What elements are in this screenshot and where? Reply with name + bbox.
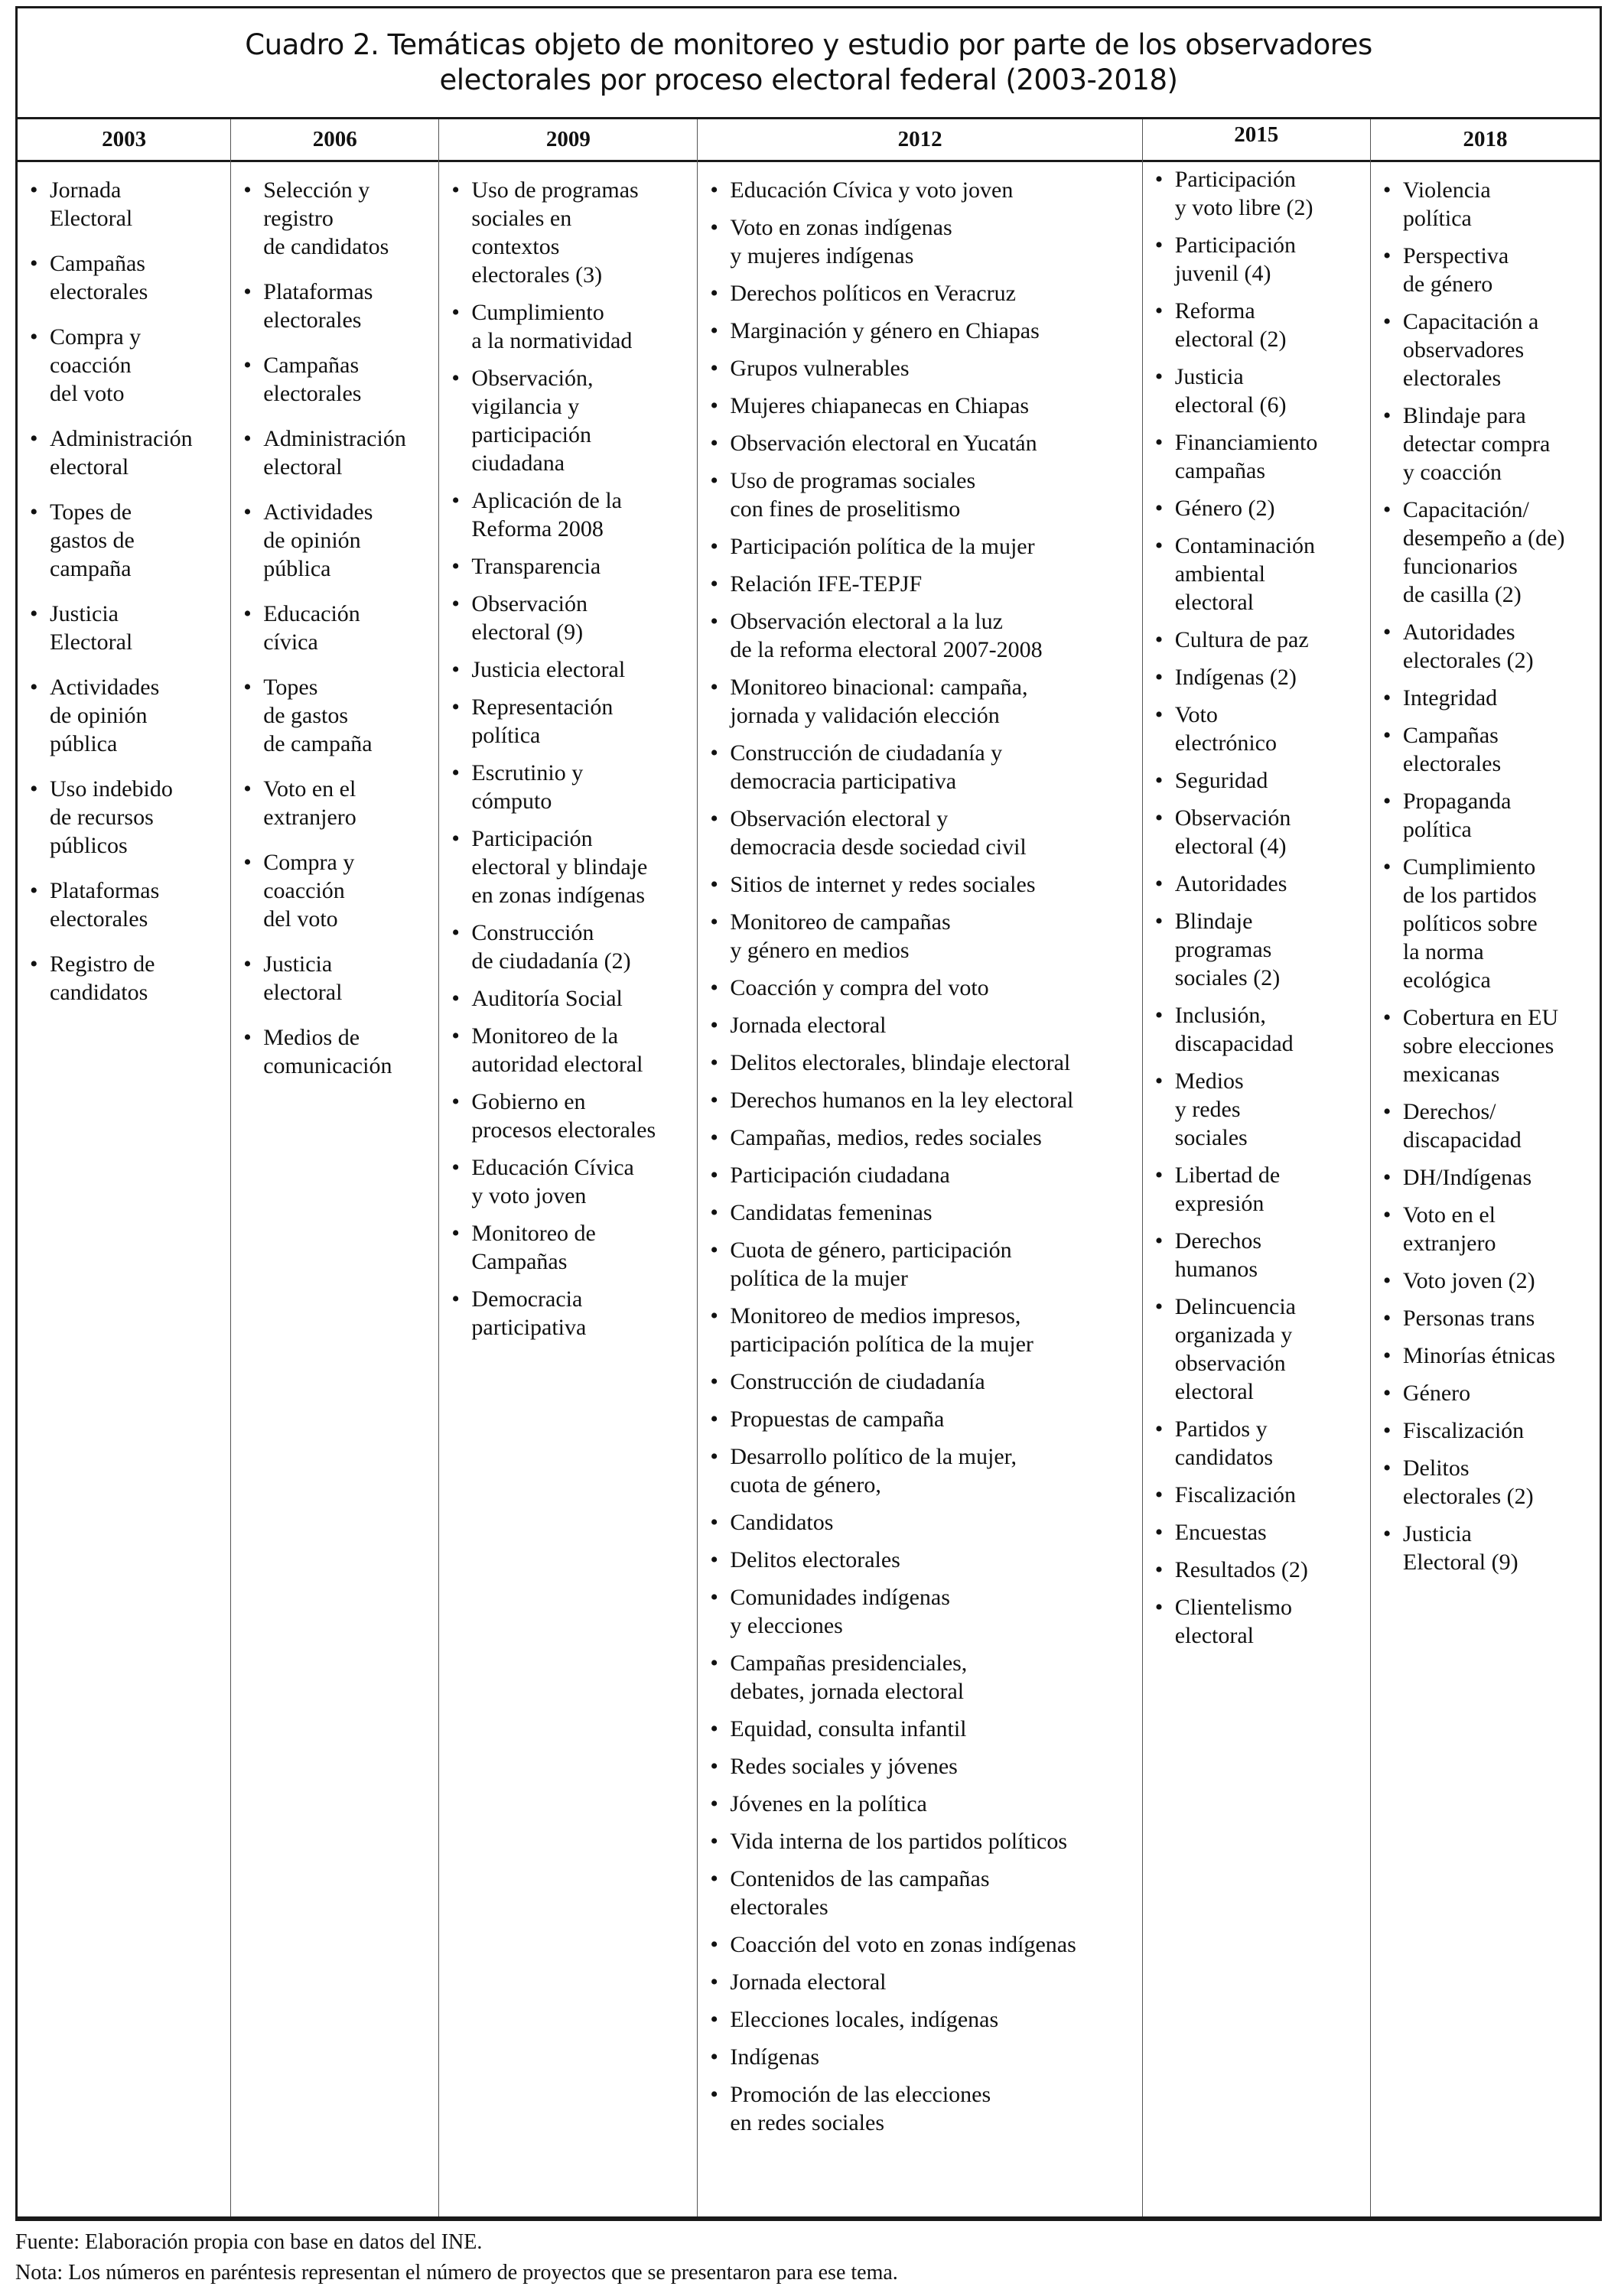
column-2015 [1143, 119, 1371, 2216]
topic-item: • Seguridad [1152, 766, 1362, 795]
topic-item: • Justicia electoral [240, 950, 431, 1007]
topic-item: • Promoción de las elecciones en redes sociales [707, 2080, 1134, 2137]
topic-item: • Delincuencia organizada y observación electoral [1152, 1293, 1362, 1406]
topic-item: • Integridad [1380, 684, 1592, 712]
topic-item: • Campañas electorales [240, 351, 431, 408]
topic-item: • Justicia electoral (6) [1152, 363, 1362, 419]
topic-item: • Educación Cívica y voto joven [448, 1153, 689, 1210]
topic-item: • Democracia participativa [448, 1285, 689, 1342]
topic-list-2009 [439, 162, 697, 1342]
topic-item: • Jornada electoral [707, 1011, 1134, 1039]
topic-item: • Gobierno en procesos electorales [448, 1088, 689, 1144]
topic-item: • Violencia política [1380, 176, 1592, 233]
column-header-2006: 2006 [231, 119, 438, 162]
column-2006 [231, 119, 439, 2216]
topic-item: • Observación electoral (4) [1152, 804, 1362, 860]
topic-item: • Campañas electorales [1380, 721, 1592, 778]
topic-item: • Monitoreo de la autoridad electoral [448, 1022, 689, 1078]
topic-item: • Actividades de opinión pública [27, 673, 223, 758]
topic-list-2006 [231, 162, 438, 1080]
topic-item: • Resultados (2) [1152, 1556, 1362, 1584]
column-2018 [1371, 119, 1600, 2216]
topic-item: • Jornada Electoral [27, 176, 223, 233]
topic-item: • Marginación y género en Chiapas [707, 317, 1134, 345]
topic-item: • Topes de gastos de campaña [240, 673, 431, 758]
topic-item: • Voto en el extranjero [1380, 1201, 1592, 1257]
topic-item: • Voto joven (2) [1380, 1267, 1592, 1295]
topic-item: • Justicia Electoral [27, 600, 223, 656]
topic-item: • Monitoreo de campañas y género en medios [707, 908, 1134, 964]
topic-item: • Observación electoral (9) [448, 590, 689, 646]
topic-item: • Monitoreo de Campañas [448, 1219, 689, 1276]
table-columns [18, 119, 1600, 2216]
topic-item: • Justicia Electoral (9) [1380, 1520, 1592, 1576]
source-note [15, 2227, 898, 2258]
topic-item: • Campañas presidenciales, debates, jornada electoral [707, 1649, 1134, 1706]
table-caption [18, 8, 1600, 119]
topic-item: • Voto electrónico [1152, 701, 1362, 757]
topic-item: • Observación electoral a la luz de la reforma electoral 2007-2008 [707, 607, 1134, 664]
column-header-2012: 2012 [698, 119, 1141, 162]
topic-item: • Educación cívica [240, 600, 431, 656]
topic-item: • Relación IFE-TEPJF [707, 570, 1134, 598]
topic-item: • Registro de candidatos [27, 950, 223, 1007]
topic-item: • Participación y voto libre (2) [1152, 165, 1362, 222]
topic-item: • Financiamiento campañas [1152, 428, 1362, 485]
topic-item: • Capacitación/ desempeño a (de) funcionarios de casilla (2) [1380, 496, 1592, 609]
topic-item: • Coacción del voto en zonas indígenas [707, 1930, 1134, 1959]
topic-item: • Derechos políticos en Veracruz [707, 279, 1134, 307]
topic-item: • Candidatas femeninas [707, 1198, 1134, 1227]
topic-list-2003 [18, 162, 230, 1007]
topic-item: • Aplicación de la Reforma 2008 [448, 486, 689, 543]
topic-item: • Campañas, medios, redes sociales [707, 1124, 1134, 1152]
topic-item: • Transparencia [448, 552, 689, 581]
caption-line-2: electorales por proceso electoral federal (2003-2018) [439, 63, 1178, 96]
topic-item: • Representación política [448, 693, 689, 750]
topic-item: • Autoridades electorales (2) [1380, 618, 1592, 675]
topic-item: • Grupos vulnerables [707, 354, 1134, 382]
topic-item: • Personas trans [1380, 1304, 1592, 1332]
topic-item: • Construcción de ciudadanía [707, 1368, 1134, 1396]
topic-item: • Partidos y candidatos [1152, 1415, 1362, 1472]
topic-item: • Delitos electorales (2) [1380, 1454, 1592, 1511]
topic-item: • Cultura de paz [1152, 626, 1362, 654]
topic-item: • Participación ciudadana [707, 1161, 1134, 1189]
parenthesis-note: Nota: Los números en paréntesis representan el número de proyectos que se presentaron para ese tema. [15, 2261, 898, 2285]
topic-item: • Sitios de internet y redes sociales [707, 870, 1134, 899]
topic-item: • Libertad de expresión [1152, 1161, 1362, 1218]
topic-item: • Educación Cívica y voto joven [707, 176, 1134, 204]
topic-item: • Propuestas de campaña [707, 1405, 1134, 1433]
topic-item: • Propaganda política [1380, 787, 1592, 844]
topic-item: • Clientelismo electoral [1152, 1593, 1362, 1650]
topic-item: • Equidad, consulta infantil [707, 1715, 1134, 1743]
topic-item: • Coacción y compra del voto [707, 974, 1134, 1002]
topic-item: • Delitos electorales, blindaje electoral [707, 1049, 1134, 1077]
column-2003 [18, 119, 231, 2216]
topic-item: • Vida interna de los partidos políticos [707, 1827, 1134, 1855]
table-frame [15, 6, 1602, 2221]
topic-item: • Medios y redes sociales [1152, 1067, 1362, 1152]
topic-item: • Plataformas electorales [27, 876, 223, 933]
topic-item: • Género (2) [1152, 494, 1362, 522]
topic-item: • DH/Indígenas [1380, 1163, 1592, 1192]
topic-item: • Derechos/ discapacidad [1380, 1098, 1592, 1154]
column-header-2003: 2003 [18, 119, 230, 162]
topic-item: • Monitoreo de medios impresos, participación política de la mujer [707, 1302, 1134, 1358]
topic-item: • Actividades de opinión pública [240, 498, 431, 583]
topic-item: • Candidatos [707, 1508, 1134, 1537]
topic-item: • Observación, vigilancia y participación ciudadana [448, 364, 689, 477]
topic-item: • Justicia electoral [448, 655, 689, 684]
topic-item: • Delitos electorales [707, 1546, 1134, 1574]
source-suffix: . [477, 2230, 483, 2254]
topic-item: • Cobertura en EU sobre elecciones mexicanas [1380, 1003, 1592, 1088]
topic-item: • Contaminación ambiental electoral [1152, 532, 1362, 616]
topic-item: • Campañas electorales [27, 249, 223, 306]
topic-item: • Cumplimiento a la normatividad [448, 298, 689, 355]
topic-item: • Cuota de género, participación política de la mujer [707, 1236, 1134, 1293]
topic-item: • Compra y coacción del voto [27, 323, 223, 408]
source-org: INE [441, 2230, 477, 2254]
topic-item: • Uso de programas sociales en contextos electorales (3) [448, 176, 689, 289]
caption-line-1: Cuadro 2. Temáticas objeto de monitoreo y estudio por parte de los observadores [245, 28, 1372, 61]
topic-item: • Fiscalización [1380, 1416, 1592, 1445]
topic-item: • Topes de gastos de campaña [27, 498, 223, 583]
topic-item: • Plataformas electorales [240, 278, 431, 334]
column-2009 [439, 119, 698, 2216]
topic-item: • Selección y registro de candidatos [240, 176, 431, 261]
topic-item: • Perspectiva de género [1380, 242, 1592, 298]
topic-item: • Medios de comunicación [240, 1023, 431, 1080]
topic-item: • Compra y coacción del voto [240, 848, 431, 933]
topic-item: • Blindaje programas sociales (2) [1152, 907, 1362, 992]
topic-item: • Monitoreo binacional: campaña, jornada y validación elección [707, 673, 1134, 730]
topic-item: • Encuestas [1152, 1518, 1362, 1546]
topic-list-2018 [1371, 162, 1600, 1576]
topic-item: • Construcción de ciudadanía y democracia participativa [707, 739, 1134, 795]
topic-item: • Jóvenes en la política [707, 1790, 1134, 1818]
topic-item: • Voto en el extranjero [240, 775, 431, 831]
table-footnotes [15, 2227, 898, 2288]
column-header-2015: 2015 [1143, 119, 1370, 162]
column-2012 [698, 119, 1142, 2216]
topic-item: • Escrutinio y cómputo [448, 759, 689, 815]
topic-item: • Voto en zonas indígenas y mujeres indígenas [707, 213, 1134, 270]
topic-item: • Derechos humanos en la ley electoral [707, 1086, 1134, 1114]
topic-item: • Observación electoral y democracia desde sociedad civil [707, 805, 1134, 861]
topic-item: • Participación juvenil (4) [1152, 231, 1362, 288]
topic-item: • Participación política de la mujer [707, 532, 1134, 561]
topic-item: • Mujeres chiapanecas en Chiapas [707, 392, 1134, 420]
topic-item: • Participación electoral y blindaje en zonas indígenas [448, 824, 689, 909]
topic-item: • Autoridades [1152, 870, 1362, 898]
topic-item: • Fiscalización [1152, 1481, 1362, 1509]
topic-item: • Minorías étnicas [1380, 1342, 1592, 1370]
topic-item: • Administración electoral [240, 424, 431, 481]
topic-item: • Capacitación a observadores electorales [1380, 307, 1592, 392]
topic-item: • Auditoría Social [448, 984, 689, 1013]
topic-item: • Uso de programas sociales con fines de proselitismo [707, 467, 1134, 523]
topic-item: • Observación electoral en Yucatán [707, 429, 1134, 457]
topic-item: • Elecciones locales, indígenas [707, 2005, 1134, 2034]
topic-item: • Redes sociales y jóvenes [707, 1752, 1134, 1781]
topic-item: • Inclusión, discapacidad [1152, 1001, 1362, 1058]
topic-item: • Indígenas (2) [1152, 663, 1362, 691]
topic-item: • Contenidos de las campañas electorales [707, 1865, 1134, 1921]
topic-item: • Jornada electoral [707, 1968, 1134, 1996]
source-text: Fuente: Elaboración propia con base en datos del [15, 2230, 441, 2254]
topic-item: • Uso indebido de recursos públicos [27, 775, 223, 860]
topic-item: • Blindaje para detectar compra y coacción [1380, 402, 1592, 486]
topic-item: • Desarrollo político de la mujer, cuota de género, [707, 1442, 1134, 1499]
topic-item: • Cumplimiento de los partidos políticos sobre la norma ecológica [1380, 853, 1592, 994]
column-header-2018: 2018 [1371, 119, 1600, 162]
topic-item: • Construcción de ciudadanía (2) [448, 919, 689, 975]
topic-item: • Administración electoral [27, 424, 223, 481]
topic-item: • Comunidades indígenas y elecciones [707, 1583, 1134, 1640]
topic-item: • Indígenas [707, 2043, 1134, 2071]
topic-list-2015 [1143, 162, 1370, 1650]
topic-list-2012 [698, 162, 1141, 2137]
topic-item: • Género [1380, 1379, 1592, 1407]
column-header-2009: 2009 [439, 119, 697, 162]
topic-item: • Reforma electoral (2) [1152, 297, 1362, 353]
topic-item: • Derechos humanos [1152, 1227, 1362, 1283]
